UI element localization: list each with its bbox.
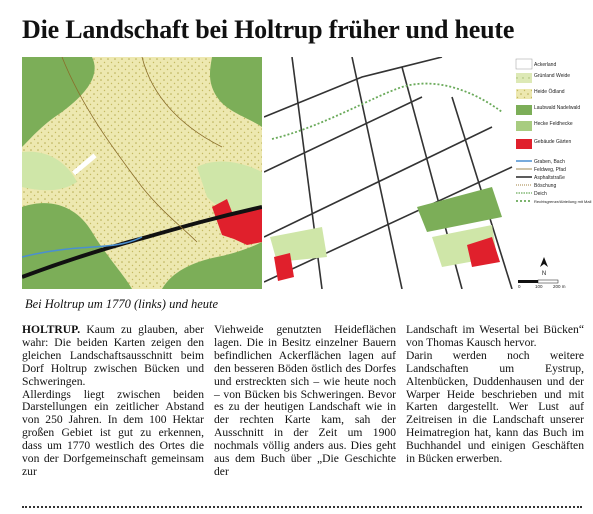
north-label: N [541, 271, 547, 277]
scale-0: 0 [518, 284, 521, 289]
legend-laubwald: Laubwald Nadelwald [534, 105, 581, 111]
paragraph-5: Darin werden noch weitere Landschaften um Eystrup, Altenbücken, Duddenhausen und der Warper Heide beschrieben und mit Karten dargestellt. Wer Lust auf Zeitreisen in die Landschaft unserer Heimatregion hat, kann das Buch im Buchhandel und einigen Geschäften in Bücken erwerben. [406, 348, 584, 466]
legend-deich: Deich [534, 191, 547, 197]
legend-gebaeude: Gebäude Gärten [534, 139, 572, 145]
article-title: Die Landschaft bei Holtrup früher und heute [22, 15, 515, 44]
text-column-1 [22, 324, 204, 479]
map-legend [514, 57, 591, 289]
paragraph-2: Allerdings liegt zwischen beiden Darstellungen ein zeitlicher Abstand von 250 Jahren. In dem 100 Hektar großen Gebiet ist gut zu erkennen, dass um 1770 westlich des Ortes die von der Dorfgemeinschaft gemeinsam zur [22, 387, 204, 478]
paragraph-3: Viehweide genutzten Heideflächen lagen. Die in Besitz einzelner Bauern befindlichen Ackerflächen lagen auf den besseren Böden östlich des Dorfes und erstreckten sich – wie heute noch – von Bücken bis Schweringen. Bevor es zu der heutigen Landschaft wie in der rechten Karte kam, sah der Ausschnitt in der Zeit um 1900 nochmals völlig anders aus. Dies geht aus dem Buch über „Die Geschichte der [214, 323, 396, 478]
legend-boeschung: Böschung [534, 183, 557, 189]
text-column-2 [214, 324, 396, 479]
legend-grenze: Rechtsgrenze/Abteilung mit Mall [534, 199, 592, 204]
text-column-3 [406, 324, 584, 466]
legend-gruenland: Grünland Weide [534, 73, 571, 79]
legend-graben: Graben, Bach [534, 159, 565, 165]
legend-feldweg: Feldweg, Pfad [534, 167, 566, 173]
scale-100: 100 [535, 284, 543, 289]
map-caption: Bei Holtrup um 1770 (links) und heute [25, 297, 219, 311]
legend-acker: Ackerland [534, 62, 557, 68]
paragraph-1: Kaum zu glauben, aber wahr: Die beiden Karten zeigen den gleichen Landschaftsausschnitt beim Dorf Holtrup zwischen Bücken und Schweringen. [22, 323, 204, 388]
bottom-dotted-rule [22, 506, 582, 508]
paragraph-4: Landschaft im Wesertal bei Bücken“ von Thomas Kausch hervor. [406, 323, 584, 349]
legend-asphalt: Asphaltstraße [534, 175, 565, 181]
legend-heide: Heide Ödland [534, 89, 565, 95]
scale-200: 200 m [553, 284, 566, 289]
map-comparison [22, 57, 592, 289]
legend-hecke: Hecke Feldhecke [534, 121, 573, 127]
historic-map-1770 [22, 57, 262, 289]
dateline: HOLTRUP. [22, 323, 81, 336]
